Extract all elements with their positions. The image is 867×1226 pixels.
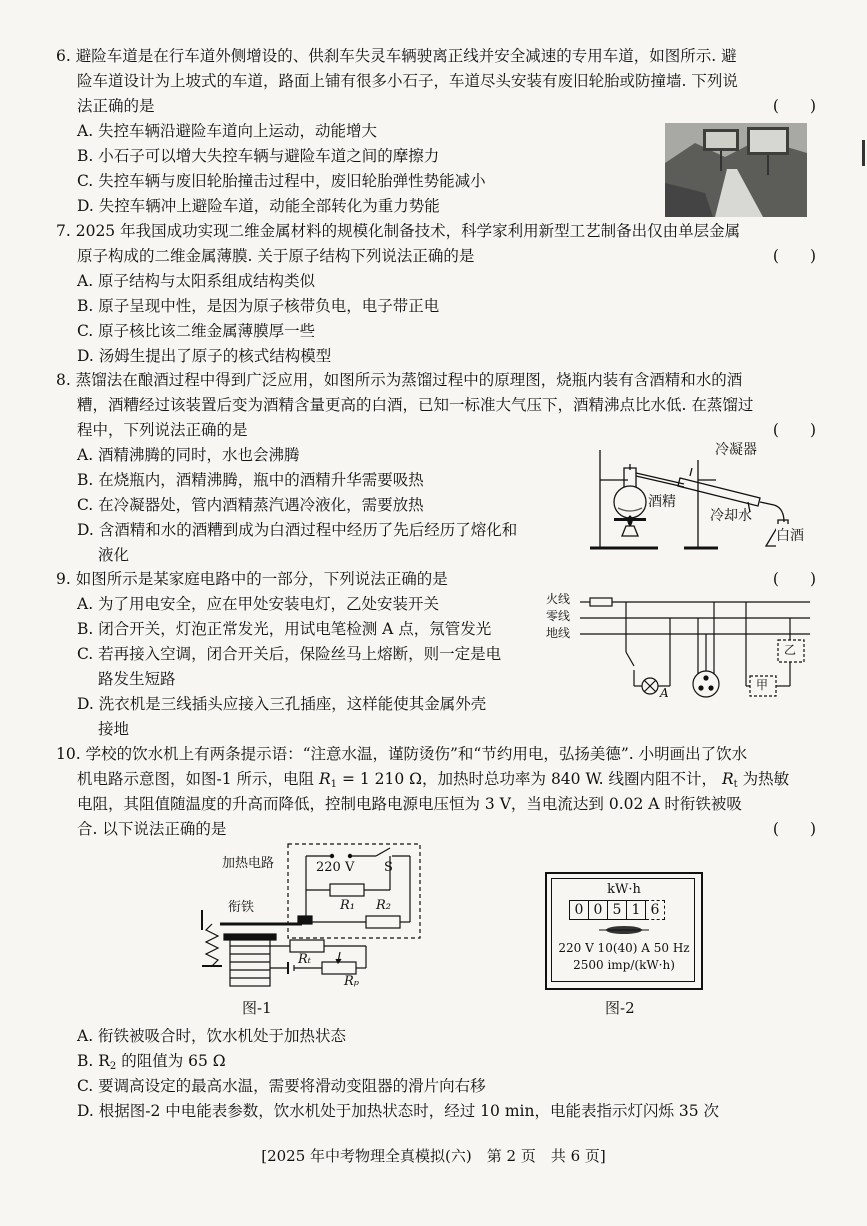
- q6-option-c: C. 失控车辆与废旧轮胎撞击过程中，废旧轮胎弹性势能减小: [77, 172, 486, 190]
- q10-stem-line-2-c: 为热敏: [742, 770, 790, 788]
- page-edge-mark: [862, 140, 865, 166]
- q9-label-yi: 乙: [784, 643, 797, 657]
- q8-stem-line-2: 糟，酒糟经过该装置后变为酒精含量更高的白酒，已知一标准大气压下，酒精沸点比水低. 在蒸馏过: [77, 396, 754, 414]
- q10-stem-line-2: [56, 767, 816, 792]
- q9-option-c-cont: 路发生短路: [98, 670, 176, 688]
- q10-options: [56, 1024, 816, 1124]
- q7-stem-line-2: [56, 244, 816, 269]
- q9-option-a: A. 为了用电安全，应在甲处安装电灯，乙处安装开关: [77, 595, 440, 613]
- q10-fig1-label-rp: Rₚ: [344, 974, 359, 989]
- q6-option-d: D. 失控车辆冲上避险车道，动能全部转化为重力势能: [77, 197, 440, 215]
- q6-option-a: A. 失控车辆沿避险车道向上运动，动能增大: [77, 122, 378, 140]
- q10-answer-bracket: ( ): [772, 820, 816, 838]
- q10-meter-digit-3: 5: [608, 900, 627, 920]
- q10-figure-1-circuit: [190, 840, 430, 1022]
- q10-meter-spec-1: 220 V 10(40) A 50 Hz: [558, 941, 690, 955]
- q8-label-condenser: 冷凝器: [715, 442, 757, 458]
- q7-stem-line-1: 7. 2025 年我国成功实现二维金属材料的规模化制备技术，科学家利用新型工艺制备出仅由单层金属: [56, 222, 741, 240]
- q9-label-live-wire: 火线: [546, 592, 571, 606]
- q10-symbol-r1-sub: 1: [330, 779, 338, 790]
- q10-stem-line-2-a: 机电路示意图，如图-1 所示，电阻: [77, 770, 315, 788]
- q10-option-a: A. 衔铁被吸合时，饮水机处于加热状态: [77, 1027, 347, 1045]
- q8-answer-bracket: ( ): [772, 421, 816, 439]
- q10-meter-frame: [545, 872, 703, 990]
- q10-fig1-label-voltage: 220 V: [316, 860, 355, 875]
- q7-option-b: B. 原子呈现中性，是因为原子核带负电，电子带正电: [77, 297, 440, 315]
- q8-option-a: A. 酒精沸腾的同时，水也会沸腾: [77, 446, 300, 464]
- q9-label-ground-wire: 地线: [546, 626, 571, 640]
- q10-fig1-label-r1: R₁: [340, 898, 355, 913]
- q6-stem-line-1: 6. 避险车道是在行车道外侧增设的、供刹车失灵车辆驶离正线并安全减速的专用车道，如图所示. 避: [56, 47, 737, 65]
- q9-stem-line: [56, 567, 816, 592]
- q10-meter-digit-5: 6: [646, 900, 665, 920]
- q10-stem-line-4: [56, 817, 816, 842]
- q9-option-d: D. 洗衣机是三线插头应接入三孔插座，这样能使其金属外壳: [77, 695, 487, 713]
- q9-option-d-cont: 接地: [98, 720, 130, 738]
- q10-fig1-label-armature: 衔铁: [228, 900, 255, 915]
- q10-stem-line-3: 电阻，其阻值随温度的升高而降低，控制电路电源电压恒为 3 V，当电流达到 0.02 A 时衔铁被吸: [77, 795, 742, 813]
- q8-label-alcohol: 酒精: [648, 494, 676, 510]
- q9-stem-line-text: 9. 如图所示是某家庭电路中的一部分，下列说法正确的是: [56, 570, 448, 588]
- q10-meter-digit-4: 1: [627, 900, 646, 920]
- q8-label-cooling-water: 冷却水: [710, 508, 752, 524]
- q7-option-a: A. 原子结构与太阳系组成结构类似: [77, 272, 316, 290]
- q10-option-b-post: 的阻值为 65 Ω: [116, 1052, 226, 1070]
- q8-option-d-cont: 液化: [98, 546, 130, 564]
- question-7: [56, 219, 816, 369]
- q10-fig1-label-switch: S: [384, 860, 393, 875]
- q10-option-b-pre: B. R: [77, 1052, 110, 1070]
- q9-household-circuit-diagram: [546, 592, 812, 704]
- q10-meter-unit: kW·h: [607, 882, 641, 897]
- q10-meter-digit-2: 0: [589, 900, 608, 920]
- q10-fig1-label-heating-circuit: 加热电路: [222, 856, 275, 871]
- q9-option-c: C. 若再接入空调，闭合开关后，保险丝马上熔断，则一定是电: [77, 645, 502, 663]
- q6-stem-line-2: 险车道设计为上坡式的车道，路面上铺有很多小石子，车道尽头安装有废旧轮胎或防撞墙. 下列说: [77, 72, 738, 90]
- q8-stem-line-1: 8. 蒸馏法在酿酒过程中得到广泛应用，如图所示为蒸馏过程中的原理图，烧瓶内装有含酒精和水的酒: [56, 371, 743, 389]
- q7-option-d: D. 汤姆生提出了原子的核式结构模型: [77, 347, 332, 365]
- q10-meter-indicator-icon: [599, 924, 649, 936]
- q6-stem-line-3-text: 法正确的是: [77, 97, 155, 115]
- q10-symbol-r1: R: [318, 770, 331, 788]
- q10-option-b: [56, 1049, 816, 1074]
- q10-stem-line-2-b: = 1 210 Ω，加热时总功率为 840 W. 线圈内阻不计，: [341, 770, 718, 788]
- q9-option-b: B. 闭合开关，灯泡正常发光，用试电笔检测 A 点，氖管发光: [77, 620, 492, 638]
- q8-stem-line-3-text: 程中，下列说法正确的是: [77, 421, 248, 439]
- q9-label-neutral-wire: 零线: [546, 609, 571, 623]
- q7-answer-bracket: ( ): [772, 247, 816, 265]
- q10-stem-line-1: 10. 学校的饮水机上有两条提示语：“注意水温，谨防烫伤”和“节约用电，弘扬美德”. 小明画出了饮水: [56, 745, 748, 763]
- q7-stem-line-2-text: 原子构成的二维金属薄膜. 关于原子结构下列说法正确的是: [77, 247, 475, 265]
- q10-fig1-label-rt: Rₜ: [298, 952, 311, 967]
- q10-fig1-label-r2: R₂: [376, 898, 391, 913]
- q10-option-d: D. 根据图-2 中电能表参数，饮水机处于加热状态时，经过 10 min，电能表指示灯闪烁 35 次: [77, 1102, 720, 1120]
- q10-symbol-rt: R: [721, 770, 734, 788]
- q6-escape-lane-photo: [665, 123, 807, 217]
- q10-stem-line-4-text: 合. 以下说法正确的是: [77, 820, 227, 838]
- q8-option-c: C. 在冷凝器处，管内酒精蒸汽遇冷液化，需要放热: [77, 496, 424, 514]
- q10-meter-spec-2: 2500 imp/(kW·h): [573, 958, 675, 972]
- q9-label-point-a: A: [660, 686, 669, 700]
- q7-option-c: C. 原子核比该二维金属薄膜厚一些: [77, 322, 316, 340]
- q10-option-c: C. 要调高设定的最高水温，需要将滑动变阻器的滑片向右移: [77, 1077, 486, 1095]
- q6-answer-bracket: ( ): [772, 97, 816, 115]
- q10-meter-digit-1: 0: [569, 900, 589, 920]
- q10-symbol-rt-sub: t: [733, 779, 738, 790]
- q8-option-b: B. 在烧瓶内，酒精沸腾，瓶中的酒精升华需要吸热: [77, 471, 424, 489]
- q10-fig1-caption: 图-1: [242, 999, 272, 1017]
- q8-label-liquor: 白酒: [776, 524, 804, 549]
- q6-stem-line-3: [56, 94, 816, 119]
- q8-option-d: D. 含酒精和水的酒糟到成为白酒过程中经历了先后经历了熔化和: [77, 521, 518, 539]
- q9-label-jia: 甲: [756, 678, 769, 692]
- q10-option-b-sub: 2: [109, 1061, 117, 1072]
- q6-option-b: B. 小石子可以增大失控车辆与避险车道之间的摩擦力: [77, 147, 440, 165]
- page-footer: [2025 年中考物理全真模拟(六) 第 2 页 共 6 页]: [261, 1147, 606, 1165]
- q10-meter-digits: [569, 900, 665, 920]
- question-10: [56, 742, 816, 842]
- q10-fig2-caption: 图-2: [605, 999, 635, 1017]
- q9-answer-bracket: ( ): [772, 570, 816, 588]
- q8-distillation-diagram: [588, 440, 810, 552]
- q10-figure-2-energy-meter: [545, 872, 703, 1016]
